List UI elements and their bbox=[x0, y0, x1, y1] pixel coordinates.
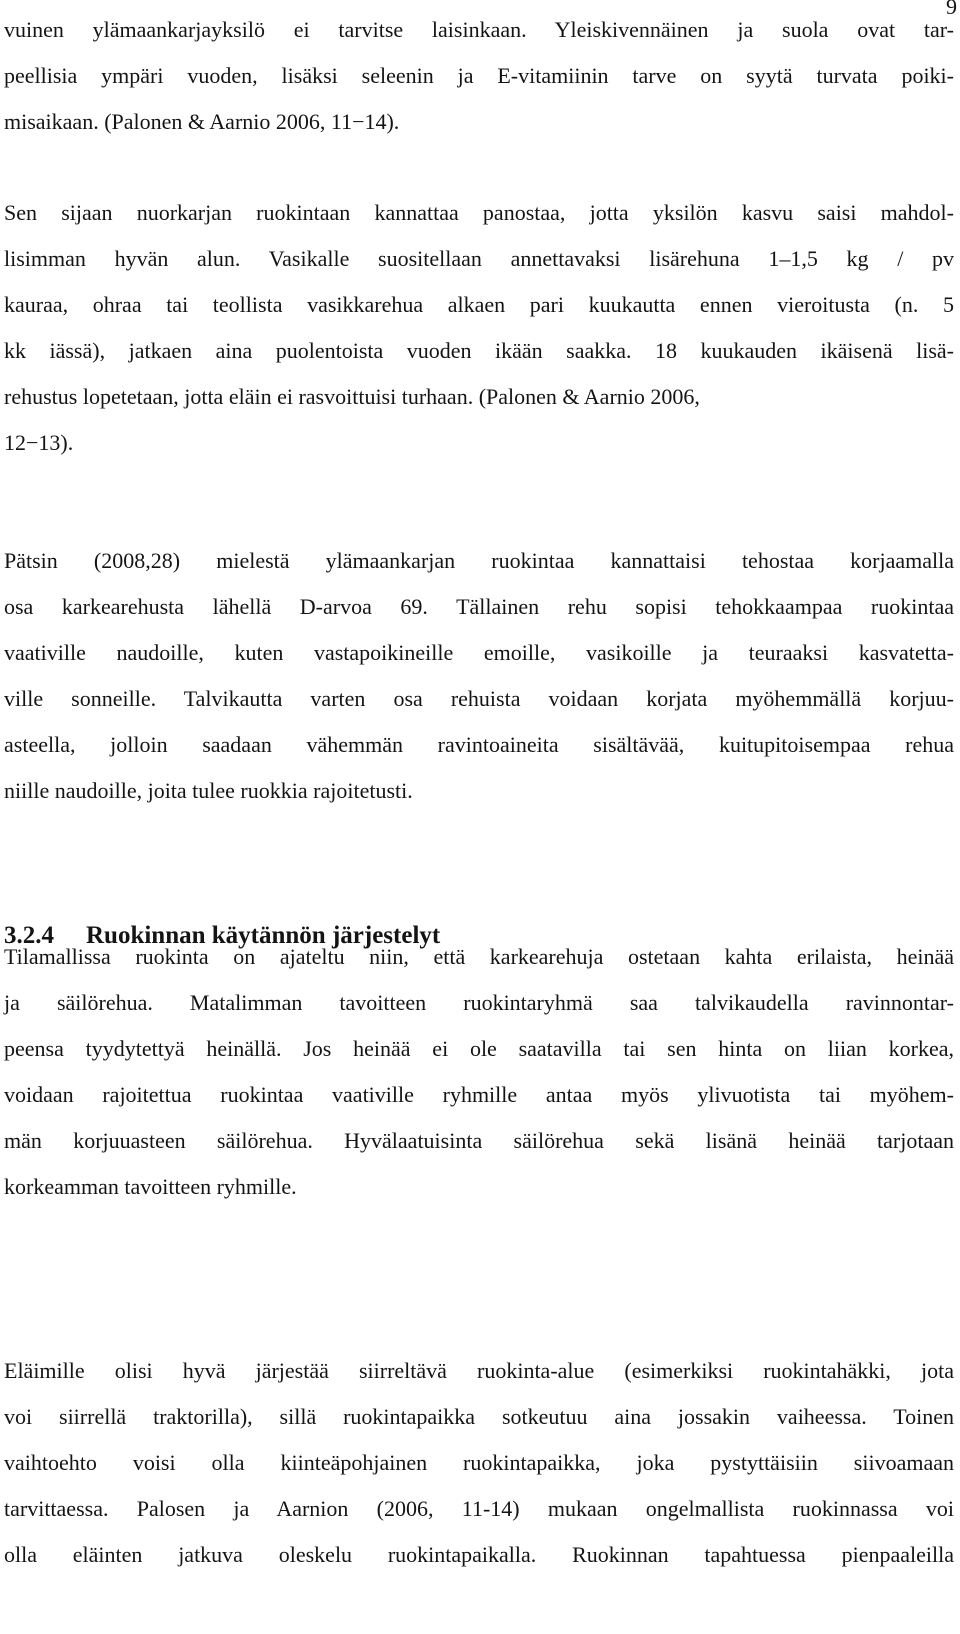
text-line: olla eläinten jatkuva oleskelu ruokintapaikalla. Ruokinnan tapahtuessa pienpaaleilla bbox=[4, 1542, 954, 1567]
text-line: kauraa, ohraa tai teollista vasikkarehua alkaen pari kuukautta ennen vieroitusta (n. 5 bbox=[4, 292, 954, 317]
text-line: rehustus lopetetaan, jotta eläin ei rasvoittuisi turhaan. (Palonen & Aarnio 2006, bbox=[4, 384, 700, 409]
text-line: 12−13). bbox=[4, 430, 74, 455]
paragraph-feeding-adults bbox=[4, 7, 954, 145]
text-line: vaihtoehto voisi olla kiinteäpohjainen ruokintapaikka, joka pystyttäisiin siivoamaan bbox=[4, 1450, 954, 1475]
section-title: Ruokinnan käytännön järjestelyt bbox=[86, 922, 441, 949]
text-line: asteella, jolloin saadaan vähemmän ravintoaineita sisältävää, kuitupitoisempaa rehua bbox=[4, 732, 954, 757]
text-line: misaikaan. (Palonen & Aarnio 2006, 11−14). bbox=[4, 109, 400, 134]
text-line: Eläimille olisi hyvä järjestää siirreltävä ruokinta-alue (esimerkiksi ruokintahäkki, jota bbox=[4, 1358, 954, 1383]
page-number: 9 bbox=[946, 0, 957, 19]
text-line: män korjuuasteen säilörehua. Hyvälaatuisinta säilörehua sekä lisänä heinää tarjotaan bbox=[4, 1128, 954, 1153]
text-line: niille naudoille, joita tulee ruokkia rajoitetusti. bbox=[4, 778, 413, 803]
text-line: Sen sijaan nuorkarjan ruokintaan kannattaa panostaa, jotta yksilön kasvu saisi mahdol- bbox=[4, 200, 954, 225]
text-line: voidaan rajoitettua ruokintaa vaativille ryhmille antaa myös ylivuotista tai myöhem- bbox=[4, 1082, 954, 1107]
text-line: Pätsin (2008,28) mielestä ylämaankarjan ruokintaa kannattaisi tehostaa korjaamalla bbox=[4, 548, 954, 573]
text-line: lisimman hyvän alun. Vasikalle suositellaan annettavaksi lisärehuna 1–1,5 kg / pv bbox=[4, 246, 954, 271]
text-line: peensa tyydytettyä heinällä. Jos heinää ei ole saatavilla tai sen hinta on liian korkea, bbox=[4, 1036, 954, 1061]
text-line: ville sonneille. Talvikautta varten osa rehuista voidaan korjata myöhemmällä korjuu- bbox=[4, 686, 954, 711]
section-number: 3.2.4 bbox=[4, 922, 54, 949]
paragraph-farm-model bbox=[4, 934, 954, 1210]
text-line: korkeamman tavoitteen ryhmille. bbox=[4, 1174, 297, 1199]
text-line: kk iässä), jatkaen aina puolentoista vuoden ikään saakka. 18 kuukauden ikäisenä lisä- bbox=[4, 338, 954, 363]
paragraph-patsi-opinion bbox=[4, 538, 954, 814]
text-line: vuinen ylämaankarjayksilö ei tarvitse laisinkaan. Yleiskivennäinen ja suola ovat tar- bbox=[4, 17, 954, 42]
text-line: Tilamallissa ruokinta on ajateltu niin, että karkearehuja ostetaan kahta erilaista, heinää bbox=[4, 944, 954, 969]
text-line: vaativille naudoille, kuten vastapoikineille emoille, vasikoille ja teuraaksi kasvatetta- bbox=[4, 640, 954, 665]
text-line: osa karkearehusta lähellä D-arvoa 69. Tällainen rehu sopisi tehokkaampaa ruokintaa bbox=[4, 594, 954, 619]
text-line: ja säilörehua. Matalimman tavoitteen ruokintaryhmä saa talvikaudella ravinnontar- bbox=[4, 990, 954, 1015]
text-line: voi siirrellä traktorilla), sillä ruokintapaikka sotkeutuu aina jossakin vaiheessa. Toinen bbox=[4, 1404, 954, 1429]
paragraph-young-cattle bbox=[4, 190, 954, 466]
text-line: peellisia ympäri vuoden, lisäksi seleenin ja E-vitamiinin tarve on syytä turvata poiki- bbox=[4, 63, 954, 88]
text-line: tarvittaessa. Palosen ja Aarnion (2006, 11-14) mukaan ongelmallista ruokinnassa voi bbox=[4, 1496, 954, 1521]
paragraph-feeding-area bbox=[4, 1348, 954, 1578]
